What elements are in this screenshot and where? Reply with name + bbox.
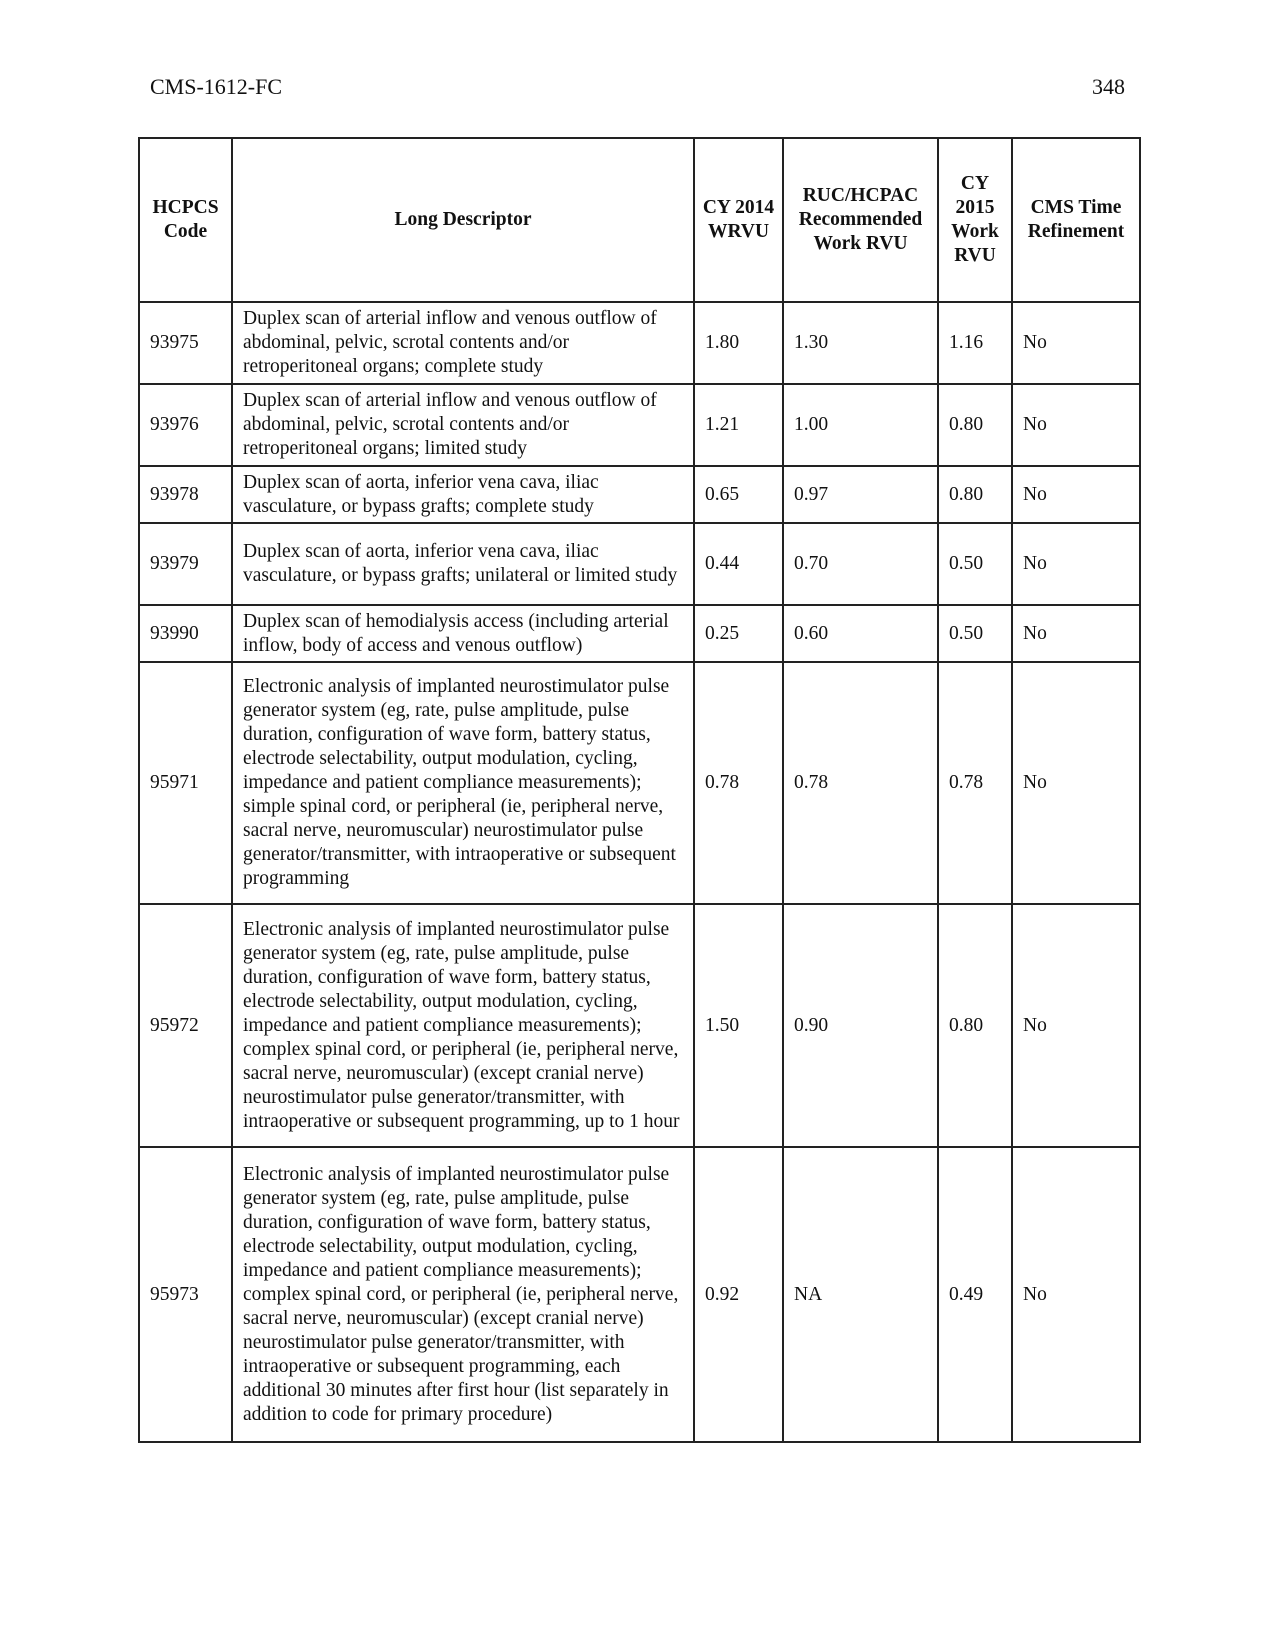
cell-ruc-recommended: 0.60 — [783, 605, 938, 662]
cell-ruc-recommended: NA — [783, 1147, 938, 1442]
cell-descriptor: Duplex scan of arterial inflow and venous outflow of abdominal, pelvic, scrotal contents and/or retroperitoneal organs; complete study — [232, 302, 694, 384]
cell-time-refinement: No — [1012, 466, 1140, 523]
rvu-table — [138, 137, 1141, 1443]
cell-cy2014-wrvu: 1.80 — [694, 302, 783, 384]
cell-cy2014-wrvu: 0.92 — [694, 1147, 783, 1442]
cell-cy2015-work-rvu: 1.16 — [938, 302, 1012, 384]
table-row — [139, 662, 1140, 904]
cell-cy2015-work-rvu: 0.49 — [938, 1147, 1012, 1442]
cell-time-refinement: No — [1012, 662, 1140, 904]
cell-descriptor: Electronic analysis of implanted neurostimulator pulse generator system (eg, rate, pulse amplitude, pulse duration, configuration of wave form, battery status, electrode selectability, output modulation, cycling, impedance and patient compliance measurements); complex spinal cord, or peripheral (ie, peripheral nerve, sacral nerve, neuromuscular) (except cranial nerve) neurostimulator pulse generator/transmitter, with intraoperative or subsequent programming, each additional 30 minutes after first hour (list separately in addition to code for primary procedure) — [232, 1147, 694, 1442]
cell-cy2015-work-rvu: 0.80 — [938, 384, 1012, 466]
cell-time-refinement: No — [1012, 302, 1140, 384]
cell-descriptor: Duplex scan of arterial inflow and venous outflow of abdominal, pelvic, scrotal contents and/or retroperitoneal organs; limited study — [232, 384, 694, 466]
cell-code: 93990 — [139, 605, 232, 662]
cell-cy2015-work-rvu: 0.80 — [938, 466, 1012, 523]
cell-code: 93978 — [139, 466, 232, 523]
header-cy2014-wrvu: CY 2014 WRVU — [694, 138, 783, 302]
cell-cy2014-wrvu: 1.50 — [694, 904, 783, 1147]
cell-time-refinement: No — [1012, 384, 1140, 466]
cell-descriptor: Electronic analysis of implanted neurostimulator pulse generator system (eg, rate, pulse amplitude, pulse duration, configuration of wave form, battery status, electrode selectability, output modulation, cycling, impedance and patient compliance measurements); complex spinal cord, or peripheral (ie, peripheral nerve, sacral nerve, neuromuscular) (except cranial nerve) neurostimulator pulse generator/transmitter, with intraoperative or subsequent programming, up to 1 hour — [232, 904, 694, 1147]
cell-cy2014-wrvu: 0.78 — [694, 662, 783, 904]
cell-time-refinement: No — [1012, 1147, 1140, 1442]
table-row — [139, 384, 1140, 466]
cell-ruc-recommended: 1.00 — [783, 384, 938, 466]
cell-ruc-recommended: 0.70 — [783, 523, 938, 605]
header-cms-time-refinement: CMS Time Refinement — [1012, 138, 1140, 302]
cell-code: 93975 — [139, 302, 232, 384]
cell-descriptor: Duplex scan of aorta, inferior vena cava, iliac vasculature, or bypass grafts; unilateral or limited study — [232, 523, 694, 605]
cell-code: 95972 — [139, 904, 232, 1147]
cell-ruc-recommended: 0.97 — [783, 466, 938, 523]
cell-cy2015-work-rvu: 0.50 — [938, 605, 1012, 662]
cell-time-refinement: No — [1012, 904, 1140, 1147]
table-header-row — [139, 138, 1140, 302]
cell-cy2014-wrvu: 0.44 — [694, 523, 783, 605]
cell-code: 93976 — [139, 384, 232, 466]
header-long-descriptor: Long Descriptor — [232, 138, 694, 302]
table-row — [139, 605, 1140, 662]
cell-code: 95971 — [139, 662, 232, 904]
cell-time-refinement: No — [1012, 605, 1140, 662]
cell-descriptor: Electronic analysis of implanted neurostimulator pulse generator system (eg, rate, pulse amplitude, pulse duration, configuration of wave form, battery status, electrode selectability, output modulation, cycling, impedance and patient compliance measurements); simple spinal cord, or peripheral (ie, peripheral nerve, sacral nerve, neuromuscular) neurostimulator pulse generator/transmitter, with intraoperative or subsequent programming — [232, 662, 694, 904]
header-ruc-recommended: RUC/HCPAC Recommended Work RVU — [783, 138, 938, 302]
table-row — [139, 466, 1140, 523]
cell-descriptor: Duplex scan of hemodialysis access (including arterial inflow, body of access and venous outflow) — [232, 605, 694, 662]
cell-cy2014-wrvu: 1.21 — [694, 384, 783, 466]
cell-ruc-recommended: 1.30 — [783, 302, 938, 384]
table-row — [139, 1147, 1140, 1442]
cell-code: 95973 — [139, 1147, 232, 1442]
cell-ruc-recommended: 0.78 — [783, 662, 938, 904]
table-row — [139, 523, 1140, 605]
table-row — [139, 302, 1140, 384]
cell-cy2015-work-rvu: 0.78 — [938, 662, 1012, 904]
cell-cy2015-work-rvu: 0.80 — [938, 904, 1012, 1147]
cell-cy2014-wrvu: 0.25 — [694, 605, 783, 662]
cell-time-refinement: No — [1012, 523, 1140, 605]
document-id: CMS-1612-FC — [150, 74, 283, 99]
cell-cy2015-work-rvu: 0.50 — [938, 523, 1012, 605]
cell-ruc-recommended: 0.90 — [783, 904, 938, 1147]
cell-descriptor: Duplex scan of aorta, inferior vena cava, iliac vasculature, or bypass grafts; complete study — [232, 466, 694, 523]
header-hcpcs-code: HCPCS Code — [139, 138, 232, 302]
table-row — [139, 904, 1140, 1147]
page-number: 348 — [1092, 74, 1125, 99]
cell-cy2014-wrvu: 0.65 — [694, 466, 783, 523]
header-cy2015-work-rvu: CY 2015 Work RVU — [938, 138, 1012, 302]
cell-code: 93979 — [139, 523, 232, 605]
